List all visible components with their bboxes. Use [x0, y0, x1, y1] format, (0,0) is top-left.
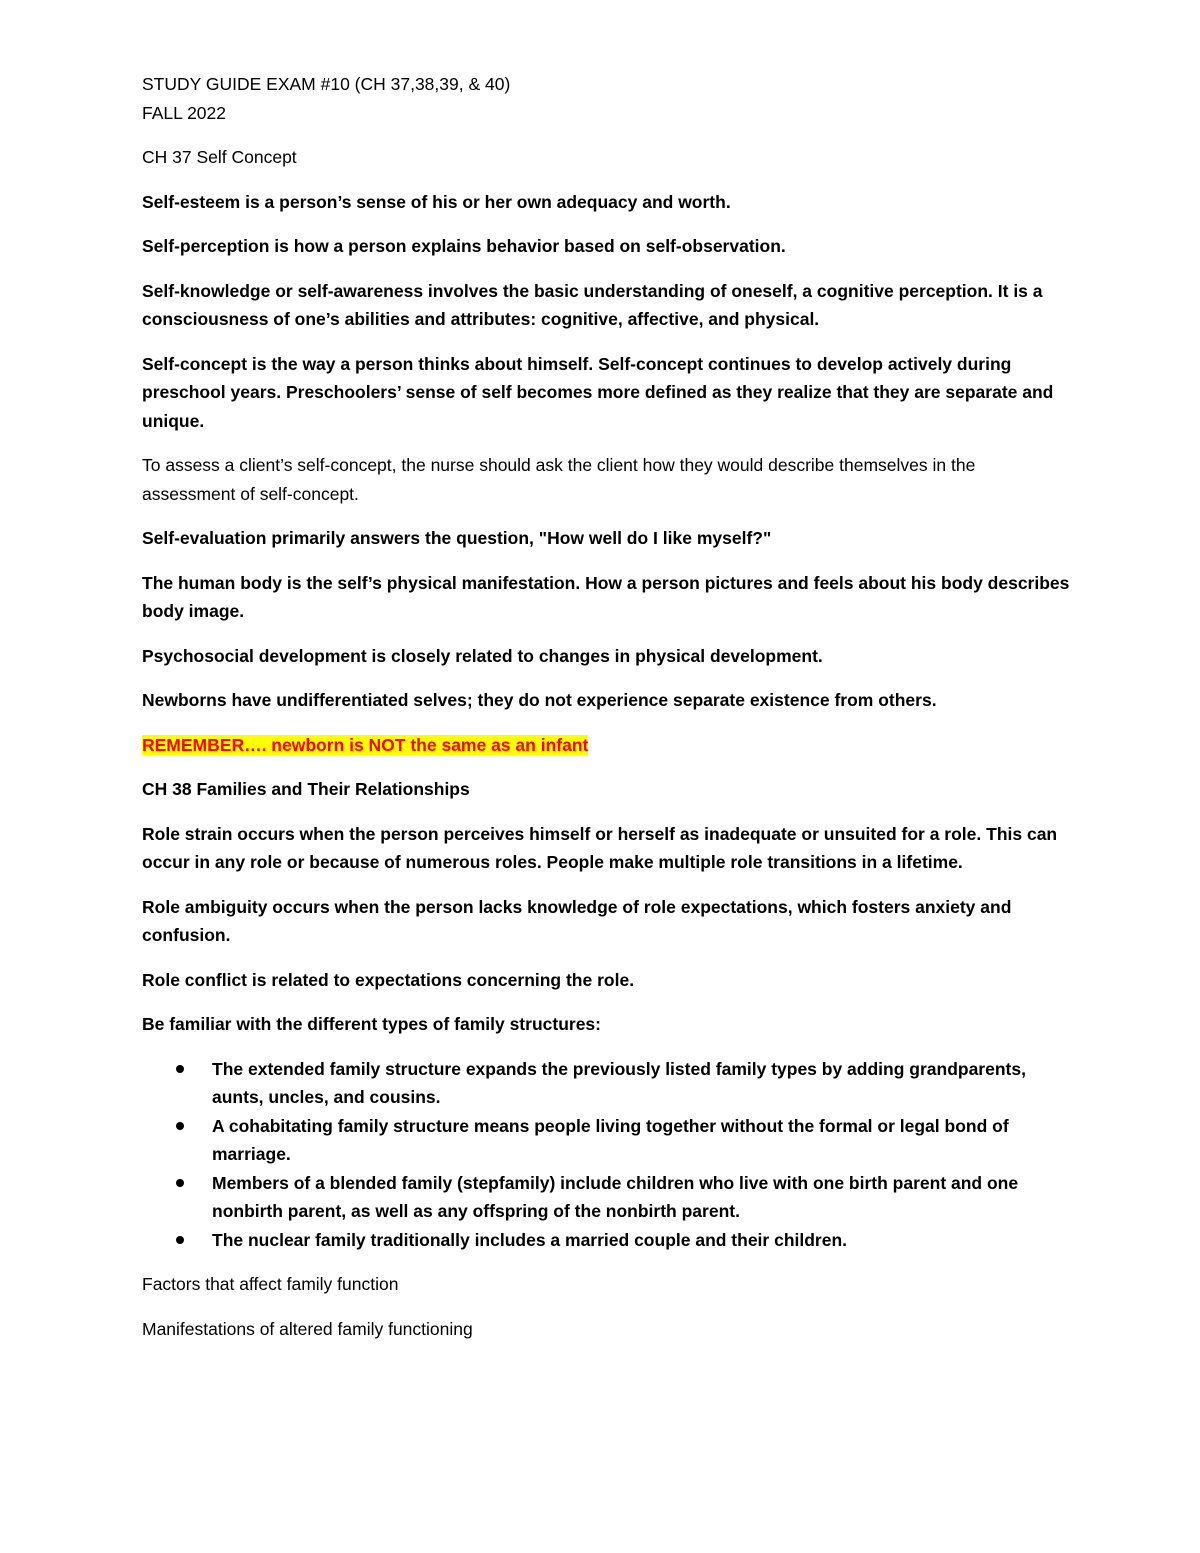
- ch38-paragraph-role-strain: Role strain occurs when the person perceives himself or herself as inadequate or unsuited for a role. This can occur in any role or because of numerous roles. People make multiple role transitions in a lifetime.: [142, 823, 1058, 872]
- bullet-icon: [176, 1065, 184, 1073]
- ch37-paragraph-self-esteem: Self-esteem is a person’s sense of his or her own adequacy and worth.: [142, 191, 731, 212]
- list-item: [142, 1055, 1072, 1112]
- list-item: [142, 1226, 1072, 1255]
- ch37-paragraph-psychosocial: Psychosocial development is closely related to changes in physical development.: [142, 645, 823, 666]
- bullet-icon: [176, 1122, 184, 1130]
- bullet-icon: [176, 1179, 184, 1187]
- ch37-paragraph-self-concept: Self-concept is the way a person thinks about himself. Self-concept continues to develop actively during preschool years. Preschoolers’ sense of self becomes more defined as they realize that they are separate and unique.: [142, 353, 1054, 431]
- ch38-paragraph-family-structures: Be familiar with the different types of family structures:: [142, 1014, 601, 1034]
- list-item-text: Members of a blended family (stepfamily) include children who live with one birth parent and one nonbirth parent, as well as any offspring of the nonbirth parent.: [212, 1172, 1019, 1221]
- family-structures-list: [142, 1055, 1072, 1255]
- list-item-text: A cohabitating family structure means people living together without the formal or legal bond of marriage.: [212, 1115, 1009, 1164]
- ch38-manifestations-altered-functioning: Manifestations of altered family functioning: [142, 1318, 473, 1339]
- ch38-paragraph-role-ambiguity: Role ambiguity occurs when the person lacks knowledge of role expectations, which fosters anxiety and confusion.: [142, 896, 1012, 945]
- reminder-highlight: REMEMBER…. newborn is NOT the same as an infant: [142, 734, 589, 755]
- list-item-text: The extended family structure expands the previously listed family types by adding grandparents, aunts, uncles, and cousins.: [212, 1058, 1026, 1107]
- list-item: [142, 1169, 1072, 1226]
- document-term: FALL 2022: [142, 102, 227, 123]
- chapter-38-heading: CH 38 Families and Their Relationships: [142, 779, 470, 799]
- chapter-37-heading: CH 37 Self Concept: [142, 147, 297, 167]
- ch37-paragraph-self-knowledge: Self-knowledge or self-awareness involves the basic understanding of oneself, a cognitive perception. It is a consciousness of one’s abilities and attributes: cognitive, affective, and physical.: [142, 280, 1043, 329]
- document-title: STUDY GUIDE EXAM #10 (CH 37,38,39, & 40): [142, 74, 511, 94]
- ch37-paragraph-self-evaluation: Self-evaluation primarily answers the question, "How well do I like myself?": [142, 528, 772, 548]
- reminder-line: [142, 731, 1072, 760]
- bullet-icon: [176, 1236, 184, 1244]
- ch37-paragraph-assessment: To assess a client’s self-concept, the nurse should ask the client how they would describe themselves in the assessment of self-concept.: [142, 455, 976, 504]
- ch37-paragraph-newborns: Newborns have undifferentiated selves; they do not experience separate existence from others.: [142, 690, 937, 710]
- document-body: [142, 70, 1072, 1359]
- list-item: [142, 1112, 1072, 1169]
- ch38-factors-family-function: Factors that affect family function: [142, 1274, 399, 1294]
- list-item-text: The nuclear family traditionally includes a married couple and their children.: [212, 1229, 848, 1250]
- ch37-paragraph-self-perception: Self-perception is how a person explains behavior based on self-observation.: [142, 236, 786, 256]
- ch37-paragraph-body-image: The human body is the self’s physical manifestation. How a person pictures and feels about his body describes body image.: [142, 572, 1070, 621]
- ch38-paragraph-role-conflict: Role conflict is related to expectations concerning the role.: [142, 969, 635, 990]
- document-header: [142, 70, 1072, 127]
